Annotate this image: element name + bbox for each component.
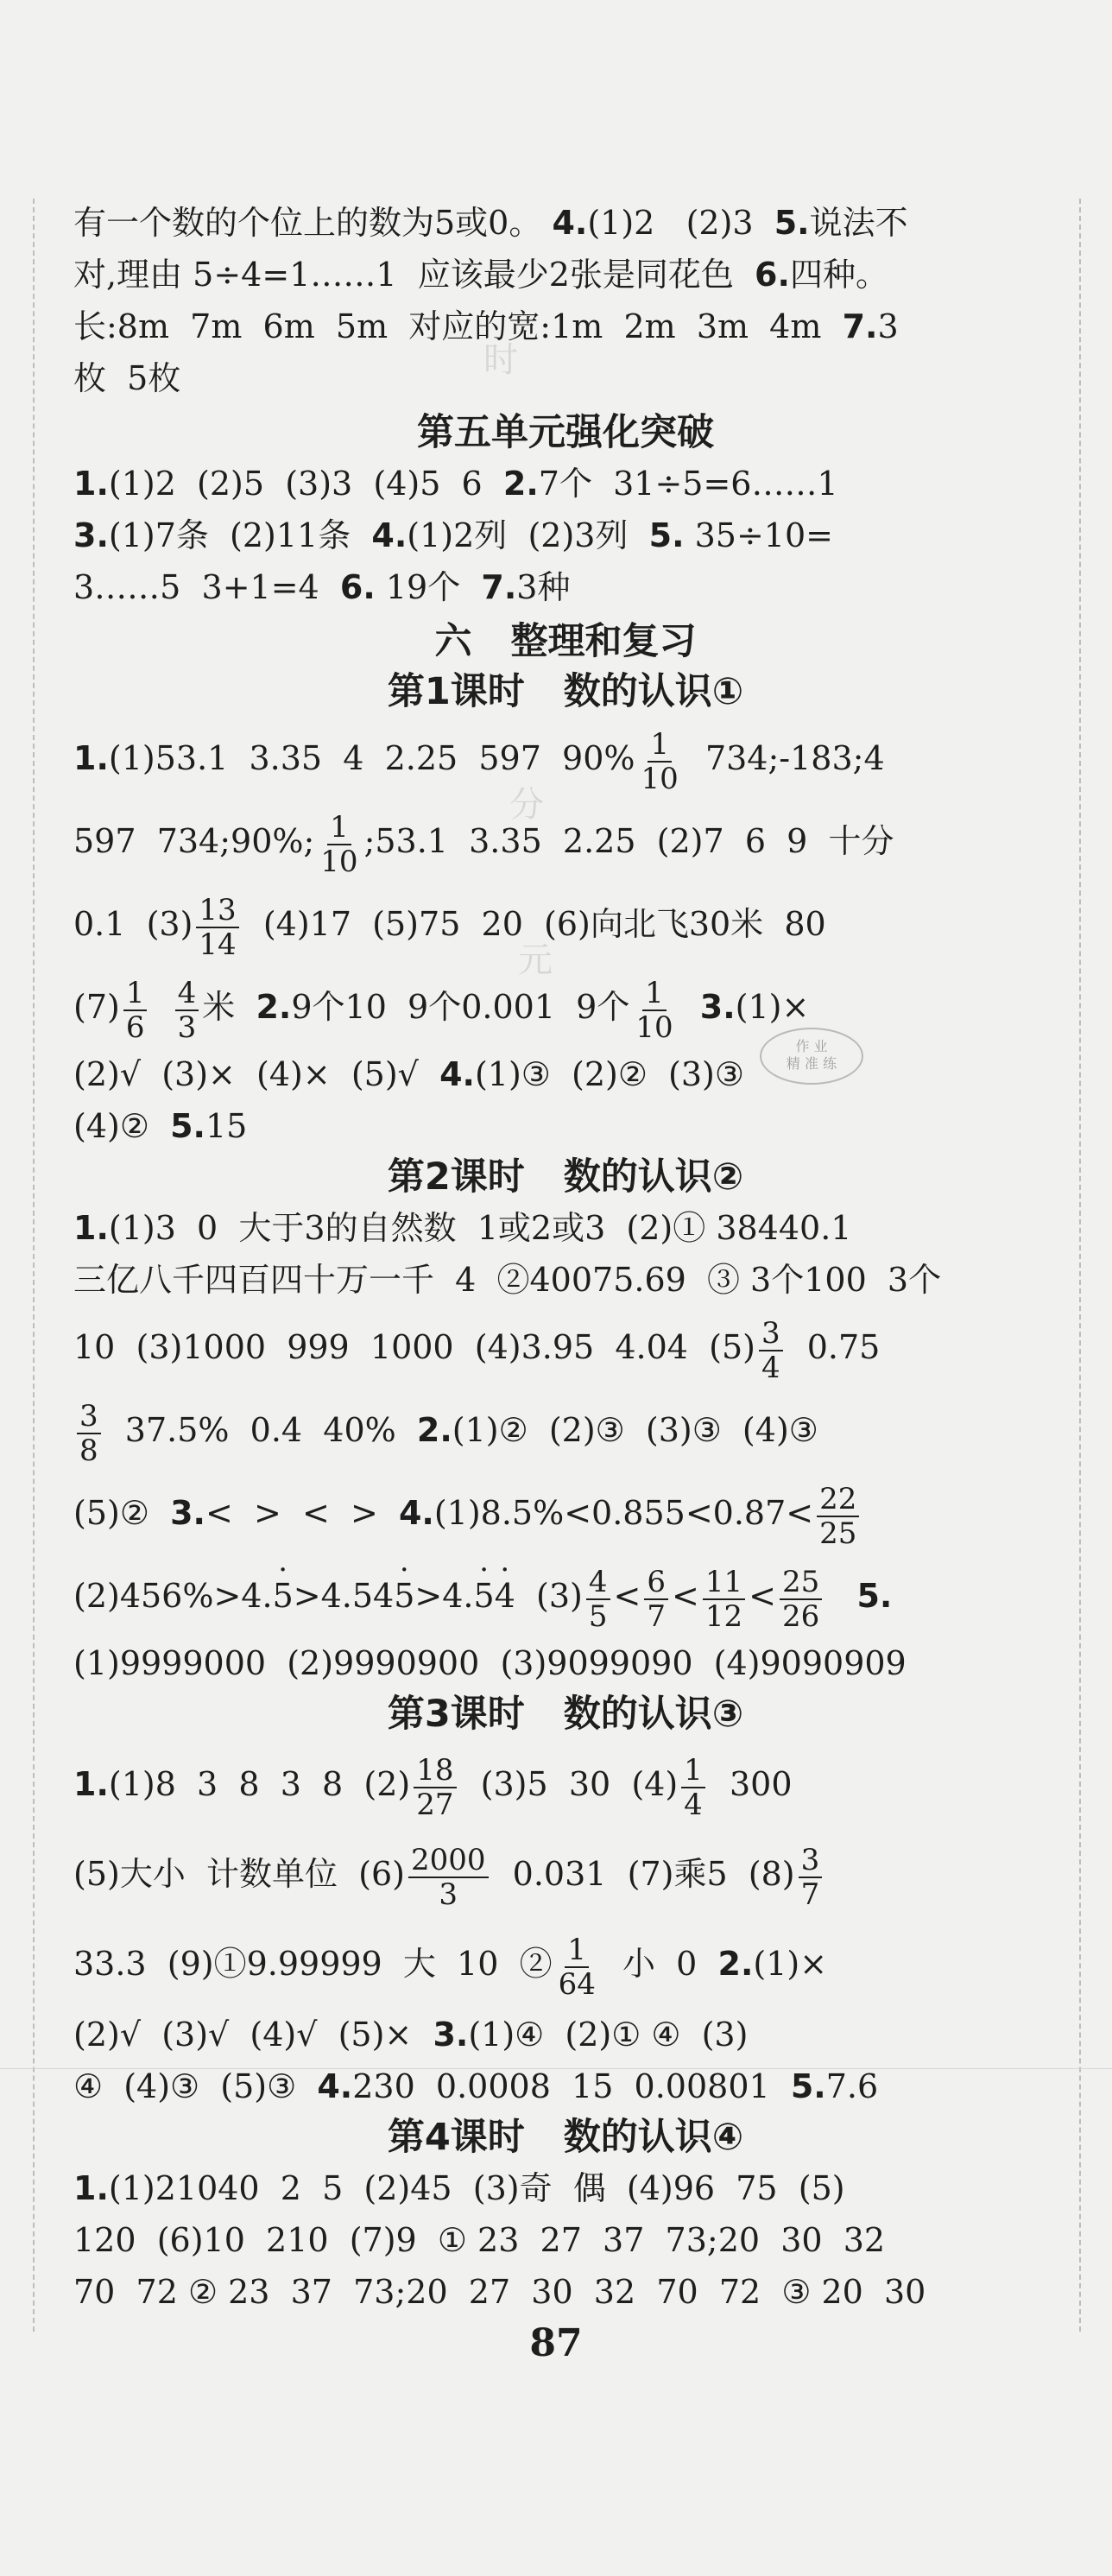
fraction bbox=[639, 728, 681, 795]
denominator: 12 bbox=[704, 1598, 743, 1634]
text: 120 (6)10 210 (7)9 ① 23 27 37 73;20 30 32 bbox=[73, 2221, 886, 2259]
denominator: 5 bbox=[588, 1598, 608, 1634]
text: (1)2 (2)3 bbox=[587, 204, 774, 242]
text: 3 bbox=[877, 307, 899, 345]
numerator: 1 bbox=[642, 977, 667, 1011]
text: 734;-183;4 bbox=[684, 739, 885, 777]
text: 对,理由 5÷4=1……1 应该最少2张是同花色 bbox=[73, 256, 755, 294]
question-number: 4. bbox=[439, 1055, 475, 1093]
numerator: 3 bbox=[759, 1317, 783, 1351]
answer-line bbox=[73, 1919, 1058, 2009]
numerator: 3 bbox=[799, 1844, 823, 1878]
left-dashed-margin-line bbox=[33, 199, 35, 2332]
text: (1)21040 2 5 (2)45 (3)奇 偶 (4)96 75 (5) bbox=[108, 2169, 845, 2207]
answer-line bbox=[73, 249, 1058, 301]
numerator: 2000 bbox=[408, 1844, 489, 1878]
section-heading: 六 整理和复习 bbox=[434, 620, 697, 663]
numerator: 18 bbox=[414, 1754, 456, 1788]
fraction bbox=[759, 1317, 783, 1384]
text: (5)② bbox=[73, 1494, 171, 1532]
denominator: 7 bbox=[647, 1598, 666, 1634]
text: (3) bbox=[515, 1577, 583, 1615]
question-number: 3. bbox=[699, 988, 736, 1026]
text: 长:8m 7m 6m 5m 对应的宽:1m 2m 3m 4m bbox=[73, 307, 843, 345]
denominator: 8 bbox=[79, 1433, 98, 1468]
answer-line bbox=[73, 2009, 1058, 2060]
question-number: 1. bbox=[73, 739, 109, 777]
text: 597 734;90%; bbox=[73, 822, 315, 860]
question-number: 3. bbox=[170, 1494, 205, 1532]
fraction bbox=[556, 1934, 598, 2001]
numerator: 1 bbox=[648, 728, 672, 763]
lesson-heading: 第2课时 数的认识② bbox=[387, 1155, 744, 1199]
text: < > < > bbox=[205, 1494, 399, 1532]
answer-line bbox=[73, 1306, 1058, 1389]
denominator: 10 bbox=[641, 761, 679, 796]
text: (3)5 30 (4) bbox=[459, 1765, 679, 1803]
text: (1)3 0 大于3的自然数 1或2或3 (2)① 38440.1 bbox=[108, 1209, 852, 1247]
text: (1)53.1 3.35 4 2.25 597 90% bbox=[108, 739, 635, 777]
text: 3种 bbox=[516, 568, 571, 606]
numerator: 1 bbox=[565, 1934, 589, 1968]
answer-line bbox=[73, 1202, 1058, 1254]
answer-line bbox=[73, 458, 1058, 510]
answer-line bbox=[73, 301, 1058, 352]
text: 0.75 bbox=[786, 1328, 881, 1366]
text: 33.3 (9)①9.99999 大 10 ② bbox=[73, 1945, 553, 1983]
answer-line bbox=[73, 1637, 1058, 1689]
text: (1)8.5%<0.855<0.87< bbox=[433, 1494, 814, 1532]
numerator: 22 bbox=[817, 1483, 859, 1517]
text: (1)7条 (2)11条 bbox=[108, 516, 372, 554]
repeating-digit: · 5 bbox=[273, 1554, 294, 1637]
text: 10 (3)1000 999 1000 (4)3.95 4.04 (5) bbox=[73, 1328, 755, 1366]
text: 15 bbox=[205, 1107, 248, 1145]
question-number: 1. bbox=[73, 2169, 109, 2207]
repeating-digit: · 5 bbox=[394, 1554, 414, 1637]
question-number: 2. bbox=[416, 1411, 452, 1449]
text: 四种。 bbox=[789, 256, 888, 294]
answer-line bbox=[73, 1829, 1058, 1919]
answer-line bbox=[73, 561, 1058, 613]
denominator: 4 bbox=[761, 1350, 780, 1385]
question-number: 4. bbox=[371, 516, 408, 554]
text: (1)② (2)③ (3)③ (4)③ bbox=[452, 1411, 818, 1449]
question-number: 5. bbox=[790, 2067, 826, 2105]
numerator: 4 bbox=[175, 977, 199, 1011]
text: 7个 31÷5=6……1 bbox=[538, 465, 838, 503]
text: 37.5% 0.4 40% bbox=[104, 1411, 417, 1449]
question-number: 1. bbox=[73, 1209, 109, 1247]
answer-line bbox=[73, 1100, 1058, 1152]
repeating-digit: · 5 bbox=[474, 1554, 495, 1637]
question-number: 2. bbox=[256, 988, 292, 1026]
fraction bbox=[414, 1754, 456, 1821]
question-number: 4. bbox=[552, 204, 588, 242]
denominator: 25 bbox=[819, 1516, 857, 1551]
fraction bbox=[681, 1754, 705, 1821]
denominator: 27 bbox=[416, 1787, 454, 1822]
fraction bbox=[633, 977, 675, 1044]
numerator: 4 bbox=[586, 1566, 610, 1600]
question-number: 2. bbox=[502, 465, 539, 503]
answer-line bbox=[73, 1254, 1058, 1306]
question-number: 2. bbox=[717, 1945, 754, 1983]
fraction bbox=[175, 977, 199, 1044]
text: ④ (4)③ (5)③ bbox=[73, 2067, 318, 2105]
text: (1)④ (2)① ④ (3) bbox=[468, 2016, 749, 2054]
numerator: 3 bbox=[77, 1400, 101, 1434]
answer-line bbox=[73, 717, 1058, 800]
text: 枚 5枚 bbox=[73, 359, 181, 397]
lesson-heading: 第4课时 数的认识④ bbox=[387, 2116, 744, 2159]
question-number: 5. bbox=[774, 204, 810, 242]
text: 小 0 bbox=[601, 1945, 718, 1983]
text: 0.1 (3) bbox=[73, 905, 193, 943]
fraction bbox=[703, 1566, 745, 1633]
fraction bbox=[799, 1844, 823, 1911]
answer-line bbox=[73, 883, 1058, 965]
numerator: 1 bbox=[327, 811, 351, 845]
answer-line bbox=[73, 510, 1058, 561]
bleed-through-mark: 元 bbox=[518, 940, 553, 980]
denominator: 10 bbox=[635, 1010, 673, 1045]
text: 70 72 ② 23 37 73;20 27 30 32 70 72 ③ 20 30 bbox=[73, 2273, 926, 2311]
denominator: 3 bbox=[177, 1010, 197, 1045]
numerator: 1 bbox=[123, 977, 148, 1011]
fraction bbox=[196, 894, 238, 961]
fraction bbox=[817, 1483, 859, 1550]
repeating-digit: · 4 bbox=[495, 1554, 515, 1637]
question-number: 6. bbox=[755, 256, 790, 294]
text: (4)17 (5)75 20 (6)向北飞30米 80 bbox=[242, 905, 826, 943]
fraction bbox=[77, 1400, 101, 1467]
question-number: 4. bbox=[398, 1494, 434, 1532]
lesson-heading: 第3课时 数的认识③ bbox=[387, 1693, 744, 1736]
question-number: 6. bbox=[339, 568, 376, 606]
text: (1)9999000 (2)9990900 (3)9099090 (4)9090909 bbox=[73, 1644, 907, 1682]
denominator: 64 bbox=[558, 1966, 596, 2002]
text: 230 0.0008 15 0.00801 bbox=[352, 2067, 791, 2105]
text: (1)③ (2)② (3)③ bbox=[474, 1055, 744, 1093]
bleed-through-mark: 分 bbox=[509, 785, 544, 825]
lesson-heading: 第1课时 数的认识① bbox=[387, 670, 744, 713]
fraction bbox=[123, 977, 148, 1044]
text: 3……5 3+1=4 bbox=[73, 568, 340, 606]
text: (7) bbox=[73, 988, 120, 1026]
question-number: 5. bbox=[856, 1577, 893, 1615]
text: (2)456%>4. bbox=[73, 1577, 273, 1615]
right-dashed-margin-line bbox=[1079, 199, 1081, 2332]
text: (1)2 (2)5 (3)3 (4)5 6 bbox=[108, 465, 503, 503]
question-number: 1. bbox=[73, 1765, 109, 1803]
denominator: 6 bbox=[125, 1010, 145, 1045]
numerator: 1 bbox=[681, 1754, 705, 1788]
text: (5)大小 计数单位 (6) bbox=[73, 1855, 405, 1893]
fraction bbox=[318, 811, 360, 878]
answer-line bbox=[73, 1048, 1058, 1100]
text: (2)√ (3)√ (4)√ (5)× bbox=[73, 2016, 433, 2054]
text: 三亿八千四百四十万一千 4 ②40075.69 ③ 3个100 3个 bbox=[73, 1261, 942, 1299]
question-number: 5. bbox=[170, 1107, 205, 1145]
denominator: 10 bbox=[320, 844, 358, 879]
fraction bbox=[644, 1566, 668, 1633]
answer-line bbox=[73, 352, 1058, 404]
denominator: 14 bbox=[199, 927, 237, 962]
denominator: 7 bbox=[800, 1877, 820, 1912]
text: 0.031 (7)乘5 (8) bbox=[491, 1855, 795, 1893]
stamp-line: 精 准 练 bbox=[786, 1055, 837, 1072]
page-number: 87 bbox=[529, 2321, 583, 2365]
text: 有一个数的个位上的数为5或0。 bbox=[73, 204, 553, 242]
text: >4.54 bbox=[293, 1577, 395, 1615]
question-number: 7. bbox=[481, 568, 517, 606]
question-number: 1. bbox=[73, 465, 109, 503]
fraction bbox=[586, 1566, 610, 1633]
numerator: 13 bbox=[196, 894, 238, 928]
question-number: 3. bbox=[433, 2016, 469, 2054]
answer-line bbox=[73, 197, 1058, 249]
denominator: 26 bbox=[781, 1598, 820, 1634]
text: (1)× bbox=[753, 1945, 828, 1983]
answer-content bbox=[73, 197, 1058, 2318]
text: 米 bbox=[202, 988, 256, 1026]
stamp-line: 作 业 bbox=[795, 1038, 828, 1054]
answer-line bbox=[73, 1389, 1058, 1472]
answer-line bbox=[73, 965, 1058, 1048]
text: (1)2列 (2)3列 bbox=[407, 516, 649, 554]
text: 19个 bbox=[375, 568, 482, 606]
answer-line bbox=[73, 2266, 1058, 2318]
numerator: 25 bbox=[780, 1566, 822, 1600]
text: 7.6 bbox=[825, 2067, 879, 2105]
text: (2)√ (3)× (4)× (5)√ bbox=[73, 1055, 440, 1093]
text: 说法不 bbox=[809, 204, 908, 242]
answer-line bbox=[73, 800, 1058, 883]
text: (1)8 3 8 3 8 (2) bbox=[108, 1765, 411, 1803]
text: 9个10 9个0.001 9个 bbox=[291, 988, 630, 1026]
section-heading: 第五单元强化突破 bbox=[417, 411, 714, 454]
question-number: 3. bbox=[73, 516, 109, 554]
answer-line bbox=[73, 2162, 1058, 2214]
numerator: 6 bbox=[644, 1566, 668, 1600]
text: (4)② bbox=[73, 1107, 171, 1145]
denominator: 3 bbox=[439, 1877, 458, 1912]
answer-line: (2)456%>4.· 5>4.54· 5>4.· 5· 4 (3) $\frac{4}{5}$ < $\frac{6}{7}$ < $\frac{11}{12}$ < $\frac{25}{26}$ 5. bbox=[73, 1554, 1058, 1637]
text: ;53.1 3.35 2.25 (2)7 6 9 十分 bbox=[363, 822, 894, 860]
text: >4. bbox=[414, 1577, 474, 1615]
answer-line bbox=[73, 1472, 1058, 1554]
numerator: 11 bbox=[703, 1566, 745, 1600]
question-number: 7. bbox=[842, 307, 878, 345]
text: 300 bbox=[708, 1765, 793, 1803]
denominator: 4 bbox=[684, 1787, 703, 1822]
answer-line bbox=[73, 1739, 1058, 1829]
fraction bbox=[780, 1566, 822, 1633]
bleed-through-mark: 时 bbox=[483, 340, 518, 380]
fraction bbox=[408, 1844, 489, 1911]
question-number: 4. bbox=[317, 2067, 353, 2105]
text: 35÷10= bbox=[684, 516, 833, 554]
question-number: 5. bbox=[648, 516, 685, 554]
answer-line bbox=[73, 2060, 1058, 2112]
text: (1)× bbox=[735, 988, 810, 1026]
answer-line bbox=[73, 2214, 1058, 2266]
